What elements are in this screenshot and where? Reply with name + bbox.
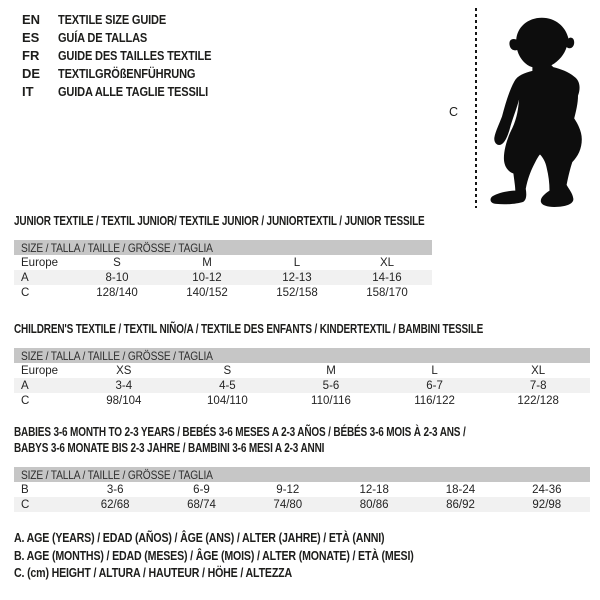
table-cell: 86/92: [446, 498, 475, 511]
table-row: [14, 393, 590, 408]
language-label: GUIDA ALLE TAGLIE TESSILI: [58, 83, 209, 99]
language-row-en: [22, 10, 238, 28]
language-list: [22, 10, 238, 100]
table-cell: 8-10: [105, 271, 129, 284]
table-title-line: BABIES 3-6 MONTH TO 2-3 YEARS / BEBÉS 3-6 MESES A 2-3 AÑOS / BÉBÉS 3-6 MOIS À 2-3 ANS /: [14, 425, 466, 439]
language-row-fr: [22, 46, 238, 64]
legend-footnotes: [14, 530, 484, 583]
table-header-label: SIZE / TALLA / TAILLE / GRÖSSE / TAGLIA: [21, 348, 213, 363]
table-cell: 9-12: [276, 483, 300, 496]
table-row: [14, 285, 432, 300]
table-cell: 5-6: [322, 379, 340, 392]
table-header-label: SIZE / TALLA / TAILLE / GRÖSSE / TAGLIA: [21, 467, 213, 482]
table-row: [14, 363, 590, 378]
table-cell: 7-8: [529, 379, 547, 392]
table-cell: 104/110: [207, 394, 248, 407]
row-label: A: [21, 271, 29, 284]
table-header-bar: [14, 240, 432, 255]
row-label: C: [21, 394, 30, 407]
table-cell: 62/68: [100, 498, 130, 511]
table-header-label: SIZE / TALLA / TAILLE / GRÖSSE / TAGLIA: [21, 240, 213, 255]
language-row-de: [22, 64, 238, 82]
table-cell: 18-24: [445, 483, 476, 496]
height-measure-dashed-line: [475, 8, 477, 208]
table-cell: L: [431, 364, 438, 377]
table-title: [14, 321, 590, 337]
row-label: C: [21, 498, 30, 511]
language-code: FR: [22, 47, 40, 63]
table-row: [14, 270, 432, 285]
footnote-a: A. AGE (YEARS) / EDAD (AÑOS) / ÂGE (ANS) / ALTER (JAHRE) / ETÀ (ANNI): [14, 531, 385, 545]
table-cell: 6-7: [426, 379, 443, 392]
table-row: [14, 497, 590, 512]
table-cell: 152/158: [276, 286, 318, 299]
table-cell: 128/140: [96, 286, 138, 299]
table-cell: 6-9: [193, 483, 210, 496]
table-body: [14, 255, 432, 300]
table-cell: M: [202, 256, 212, 269]
table-cell: 3-4: [115, 379, 133, 392]
table-cell: 98/104: [106, 394, 142, 407]
row-label: Europe: [21, 364, 59, 377]
table-cell: 12-13: [282, 271, 312, 284]
table-cell: 4-5: [219, 379, 236, 392]
table-cell: 140/152: [186, 286, 228, 299]
table-title-line: CHILDREN'S TEXTILE / TEXTIL NIÑO/A / TEXTILE DES ENFANTS / KINDERTEXTIL / BAMBINI TESSILE: [14, 322, 484, 336]
table-cell: 24-36: [532, 483, 562, 496]
row-label: A: [21, 379, 29, 392]
table-row: [14, 255, 432, 270]
row-label: C: [21, 286, 30, 299]
table-title: [14, 424, 590, 456]
table-cell: 68/74: [187, 498, 216, 511]
language-code: IT: [22, 83, 34, 99]
babies-textile-table: [14, 424, 590, 512]
table-cell: 3-6: [106, 483, 124, 496]
table-cell: 10-12: [192, 271, 222, 284]
junior-textile-table: [14, 213, 432, 300]
table-cell: 110/116: [311, 394, 351, 407]
table-cell: XL: [379, 256, 395, 269]
language-code: ES: [22, 29, 40, 45]
table-cell: 158/170: [366, 286, 408, 299]
table-row: [14, 482, 590, 497]
language-label: TEXTILGRÖßENFÜHRUNG: [58, 65, 196, 81]
table-cell: S: [223, 364, 232, 377]
language-row-es: [22, 28, 238, 46]
table-header-bar: [14, 467, 590, 482]
language-label: GUÍA DE TALLAS: [58, 29, 148, 45]
table-title-line: JUNIOR TEXTILE / TEXTIL JUNIOR/ TEXTILE JUNIOR / JUNIORTEXTIL / JUNIOR TESSILE: [14, 214, 425, 228]
table-cell: 12-18: [359, 483, 389, 496]
language-row-it: [22, 82, 238, 100]
baby-silhouette: [483, 6, 597, 208]
table-cell: L: [293, 256, 301, 269]
table-body: [14, 482, 590, 512]
row-label: Europe: [21, 256, 59, 269]
children-textile-table: [14, 321, 590, 408]
table-cell: XL: [531, 364, 546, 377]
language-code: EN: [22, 11, 41, 27]
table-cell: 80/86: [359, 498, 389, 511]
footnote-b: B. AGE (MONTHS) / EDAD (MESES) / ÂGE (MOIS) / ALTER (MONATE) / ETÀ (MESI): [14, 548, 414, 563]
row-label: B: [21, 483, 29, 496]
table-row: [14, 378, 590, 393]
table-header-bar: [14, 348, 590, 363]
table-cell: 122/128: [517, 394, 559, 407]
language-code: DE: [22, 65, 41, 81]
table-title: [14, 213, 432, 229]
language-label: GUIDE DES TAILLES TEXTILE: [58, 47, 212, 63]
table-cell: 14-16: [372, 271, 402, 284]
table-cell: S: [113, 256, 121, 269]
table-cell: XS: [116, 364, 132, 377]
footnote-c: C. (cm) HEIGHT / ALTURA / HAUTEUR / HÖHE / ALTEZZA: [14, 566, 292, 580]
table-body: [14, 363, 590, 408]
height-measure-label: C: [449, 105, 459, 119]
table-cell: 116/122: [414, 394, 455, 407]
language-label: TEXTILE SIZE GUIDE: [58, 11, 167, 27]
table-title-line: BABYS 3-6 MONATE BIS 2-3 JAHRE / BAMBINI 3-6 MESI A 2-3 ANNI: [14, 441, 325, 455]
table-cell: M: [326, 364, 336, 377]
table-cell: 74/80: [273, 498, 303, 511]
table-cell: 92/98: [532, 498, 562, 511]
